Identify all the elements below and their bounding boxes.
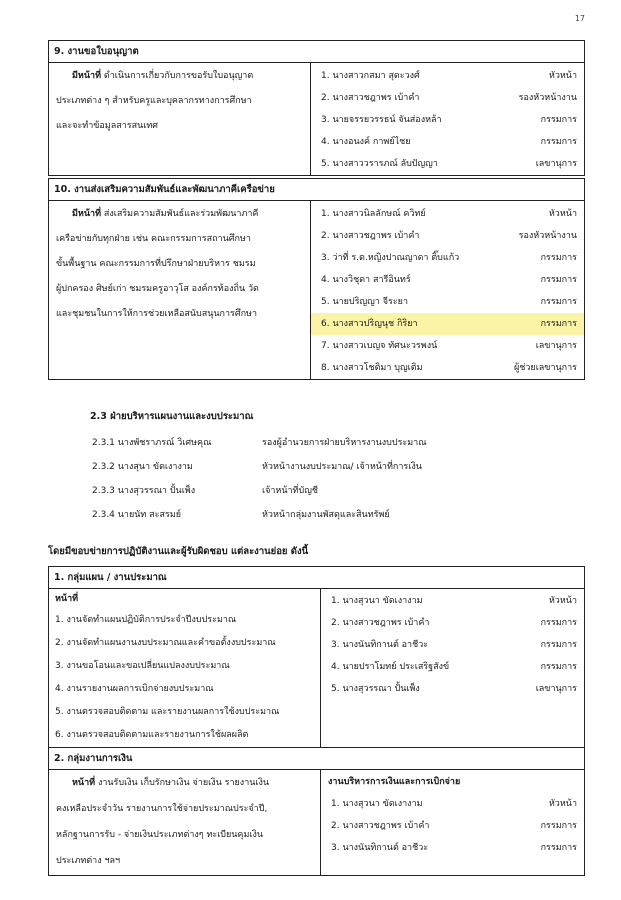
duty-line: ประเภทต่าง ๆ สำหรับครูและบุคลากรทางการศึกษา [56, 96, 252, 106]
section-10-duty [49, 201, 311, 380]
task-item: 1. งานจัดทำแผนปฏิบัติการประจำปีงบประมาณ [55, 615, 237, 625]
member-row: 1. นางสาวนิลลักษณ์ ควิทย์ หัวหน้า [321, 209, 577, 219]
staff-row: 2.3.4 นายนัท สะสรมย์ หัวหน้ากลุ่มงานพัสดุและสินทรัพย์ [92, 510, 390, 520]
plan-group-title: 1. กลุ่มแผน / งานประมาณ [49, 567, 585, 589]
scope-intro: โดยมีขอบข่ายการปฏิบัติงานและผู้รับผิดชอบ แต่ละงานย่อย ดังนี้ [48, 546, 309, 557]
duty-line: เครือข่ายกับทุกฝ่าย เช่น คณะกรรมการสถานศึกษา [56, 234, 251, 244]
member-row: 4. นางอนงค์ กาพย์ไชย กรรมการ [321, 137, 578, 147]
task-item: 2. งานจัดทำแผนงานงบประมาณและคำขอตั้งงบประมาณ [55, 638, 276, 648]
duty-line: และจะทำข้อมูลสารสนเทศ [56, 121, 158, 131]
duty-line: ผู้ปกครอง ศิษย์เก่า ชมรมครูอาวุโส องค์กรท้องถิ่น วัด [56, 284, 259, 294]
member-row: 2. นางสาวชฎาพร เบ้าคำ รองหัวหน้างาน [321, 231, 577, 241]
member-row: 3. นางนันทิกานต์ อาชีวะ กรรมการ [331, 640, 577, 650]
member-row: 5. นางสาววรารภณ์ ลับปัญญา เลขานุการ [321, 159, 578, 169]
member-row: 3. นายจรรยวรรธน์ จันส่องหล้า กรรมการ [321, 115, 578, 125]
task-item: 3. งานขอโอนและขอเปลี่ยนแปลงงบประมาณ [55, 661, 230, 671]
section-10-members [311, 201, 585, 380]
section-10-table [48, 178, 585, 380]
finance-group-title: 2. กลุ่มงานการเงิน [49, 748, 585, 770]
member-row: 5. นายปริญญา จีระยา กรรมการ [321, 297, 577, 307]
staff-row: 2.3.3 นางสุวรรณา ปั้นเพ็ง เจ้าหน้าที่บัญชี [92, 486, 318, 496]
task-item: 4. งานรายงานผลการเบิกจ่ายงบประมาณ [55, 684, 214, 694]
duty-label: มีหน้าที่ [72, 71, 102, 81]
member-row: 4. นายปราโมทย์ ประเสริฐสังข์ กรรมการ [331, 662, 577, 672]
duty-line: มีหน้าที่ ส่งเสริมความสัมพันธ์และร่วมพัฒนาภาคี [72, 209, 259, 219]
member-row: 3. นางนันทิกานต์ อาชีวะ กรรมการ [331, 843, 577, 853]
section-9-title: 9. งานขอใบอนุญาต [49, 41, 585, 63]
duty-line: คงเหลือประจำวัน รายงานการใช้จ่ายประมาณประจำปี, [56, 804, 268, 814]
member-row: 3. ว่าที่ ร.ต.หญิงปาณญาดา ติ๊บแก้ว กรรมการ [321, 253, 577, 263]
section-10-title: 10. งานส่งเสริมความสัมพันธ์และพัฒนาภาคีเครือข่าย [49, 179, 585, 201]
member-row-highlighted: 6. นางสาวปริญนุช กิริยา กรรมการ [311, 313, 584, 335]
finance-subgroup-title: งานบริหารการเงินและการเบิกจ่าย [328, 777, 461, 787]
task-item: 5. งานตรวจสอบติดตาม และรายงานผลการใช้งบประมาณ [55, 707, 280, 717]
plan-tasks [49, 589, 321, 748]
member-row: 1. นางสุวนา ขัดเงางาม หัวหน้า [331, 596, 577, 606]
finance-duty [49, 770, 321, 876]
duty-line: ประเภทต่าง ฯลฯ [56, 856, 121, 866]
plan-finance-table [48, 566, 585, 876]
duty-line: และชุมชนในการให้การช่วยเหลือสนับสนุนการศึกษา [56, 309, 258, 319]
task-item: 6. งานตรวจสอบติดตามและรายงานการใช้ผลผลิต [55, 730, 249, 740]
duty-label: มีหน้าที่ [72, 209, 102, 219]
member-row: 7. นางสาวเบญจ ทัศนะวรพงน์ เลขานุการ [321, 341, 577, 351]
duty-label: หน้าที่ [55, 594, 79, 604]
member-row: 4. นางวิชุดา สารีอินทร์ กรรมการ [321, 275, 577, 285]
member-row: 1. นางสุวนา ขัดเงางาม หัวหน้า [331, 799, 577, 809]
duty-line: หน้าที่ งานรับเงิน เก็บรักษาเงิน จ่ายเงิน รายงานเงิน [72, 778, 270, 788]
page-number: 17 [574, 14, 585, 23]
duty-line: หลักฐานการรับ - จ่ายเงินประเภทต่างๆ ทะเบียนคุมเงิน [56, 830, 264, 840]
section-9-members [311, 63, 585, 176]
section-9-duty [49, 63, 311, 176]
section-9-table [48, 40, 585, 176]
member-row: 5. นางสุวรรณา ปั้นเพ็ง เลขานุการ [331, 684, 577, 694]
member-row: 2. นางสาวชฎาพร เบ้าคำ รองหัวหน้างาน [321, 93, 578, 103]
duty-line: ขั้นพื้นฐาน คณะกรรมการที่ปรึกษาฝ่ายบริหาร ชมรม [56, 259, 256, 269]
staff-row: 2.3.2 นางสุนา ขัดเงางาม หัวหน้างานงบประมาณ/ เจ้าหน้าที่การเงิน [92, 462, 422, 472]
member-row: 8. นางสาวโชติมา บุญเติม ผู้ช่วยเลขานุการ [321, 363, 577, 373]
finance-members [321, 770, 585, 876]
duty-label: หน้าที่ [72, 778, 96, 788]
member-row: 1. นางสาวกสมา สุดะวงศ์ หัวหน้า [321, 71, 578, 81]
member-row: 2. นางสาวชฎาพร เบ้าคำ กรรมการ [331, 821, 577, 831]
plan-members [321, 589, 585, 748]
member-row: 2. นางสาวชฎาพร เบ้าคำ กรรมการ [331, 618, 577, 628]
section-2-3-title: 2.3 ฝ่ายบริหารแผนงานและงบประมาณ [90, 411, 254, 422]
duty-line: มีหน้าที่ ดำเนินการเกี่ยวกับการขอรับใบอนุญาต [72, 71, 254, 81]
staff-row: 2.3.1 นางพัชราภรณ์ วิเศษคุณ รองผู้อำนวยการฝ่ายบริหารงานงบประมาณ [92, 438, 427, 448]
